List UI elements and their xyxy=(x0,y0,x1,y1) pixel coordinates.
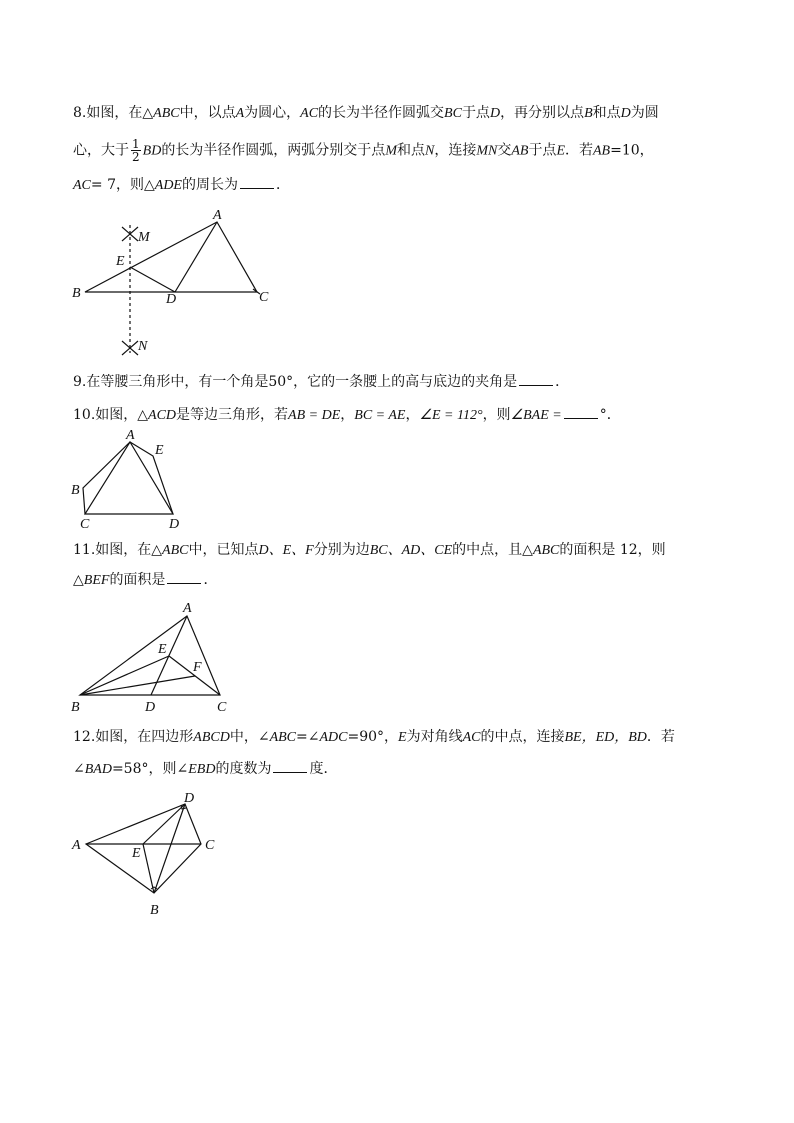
q9-line: 9.在等腰三角形中，有一个角是50°，它的一条腰上的高与底边的夹角是 ． xyxy=(73,374,570,390)
q8-number: 8. xyxy=(73,105,87,121)
q10-figure xyxy=(65,428,195,533)
label-a: A xyxy=(126,428,135,443)
label-e: E xyxy=(116,254,125,269)
label-c: C xyxy=(80,517,90,532)
label-b: B xyxy=(72,286,81,301)
label-b: B xyxy=(71,700,80,715)
answer-blank[interactable] xyxy=(273,760,307,773)
segment-bf xyxy=(80,676,195,695)
triangle-abc xyxy=(85,222,257,292)
q8-figure xyxy=(60,205,290,365)
answer-blank[interactable] xyxy=(240,176,274,189)
segment-ed xyxy=(143,804,185,844)
label-c: C xyxy=(217,700,227,715)
label-a: A xyxy=(72,838,81,853)
q12-line-2: ∠BAD=58°，则∠EBD的度数为 度． xyxy=(73,761,338,777)
q8-line-2: 心，大于 $\frac{1}{2}$ BD的长为半径作圆弧，两弧分别交于点M和点N，连接MN交AB于点E．若AB=10， xyxy=(73,137,654,164)
label-b: B xyxy=(71,483,80,498)
label-d: D xyxy=(184,791,195,806)
label-m: M xyxy=(138,230,150,245)
label-b: B xyxy=(150,903,159,918)
label-d: D xyxy=(145,700,156,715)
label-f: F xyxy=(193,660,202,675)
label-e: E xyxy=(158,642,167,657)
label-a: A xyxy=(183,601,192,616)
q12-figure xyxy=(65,790,235,920)
answer-blank[interactable] xyxy=(519,373,553,386)
segment-ad xyxy=(151,616,187,695)
label-c: C xyxy=(259,290,269,305)
label-d: D xyxy=(169,517,180,532)
q11-figure xyxy=(65,597,245,717)
q10-line: 10.如图，△ACD是等边三角形，若AB = DE，BC = AE，∠E = 112°，则∠BAE = °． xyxy=(73,407,621,423)
q11-line-2: △BEF的面积是 ． xyxy=(73,572,218,588)
segment-bd xyxy=(154,804,185,893)
label-c: C xyxy=(205,838,215,853)
label-n: N xyxy=(138,339,148,354)
q8-line-3: AC= 7，则△ADE的周长为 ． xyxy=(73,177,290,193)
answer-blank[interactable] xyxy=(167,571,201,584)
label-e: E xyxy=(155,443,164,458)
answer-blank[interactable] xyxy=(564,406,598,419)
q11-line-1: 11.如图，在△ABC中，已知点D、E、F分别为边BC、AD、CE的中点，且△ABC的面积是 12，则 xyxy=(73,542,666,558)
fraction-one-half: $\frac{1}{2}$ xyxy=(132,137,140,164)
q12-line-1: 12.如图，在四边形ABCD中，∠ABC=∠ADC=90°，E为对角线AC的中点，连接BE，ED，BD．若 xyxy=(73,729,675,745)
label-a: A xyxy=(213,208,222,223)
label-e: E xyxy=(132,846,141,861)
q8-line-1: 8.如图，在△ABC中，以点A为圆心，AC的长为半径作圆弧交BC于点D，再分别以点B和点D为圆 xyxy=(73,105,659,121)
segment-de xyxy=(130,267,175,292)
label-d: D xyxy=(166,292,177,307)
